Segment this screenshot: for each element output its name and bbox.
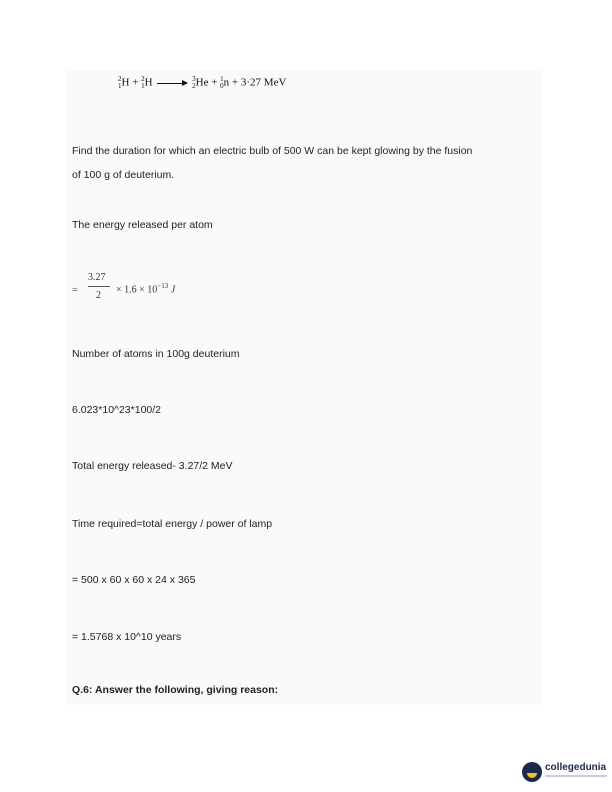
- fraction-bar: [88, 286, 110, 287]
- mascot-icon: [522, 762, 542, 782]
- reaction-arrow-icon: [157, 83, 187, 84]
- reactant-deuterium-2: 2 1H: [141, 75, 153, 90]
- fraction-denominator: 2: [96, 290, 101, 301]
- multiplier: × $1.6 \times 10^{-13}$ J: [116, 282, 176, 296]
- next-question-heading: Q.6: Answer the following, giving reason:: [72, 684, 279, 696]
- energy-released: + 3·27 MeV: [231, 76, 287, 89]
- logo-tagline-stripe: [545, 775, 607, 777]
- fusion-equation: 2 1H + 2 1H 3 2He + 1 0n + 3·27 MeV: [118, 75, 287, 90]
- equals-sign: =: [72, 285, 78, 296]
- total-energy: Total energy released- 3.27/2 MeV: [72, 460, 233, 472]
- question-line-2: of 100 g of deuterium.: [72, 169, 175, 181]
- time-required: Time required=total energy / power of lamp: [72, 518, 273, 530]
- result: = 1.5768 x 10^10 years: [72, 631, 182, 643]
- product-helium: 3 2He: [192, 75, 209, 90]
- atoms-value: 6.023*10^23*100/2: [72, 404, 162, 416]
- product-neutron: 1 0n: [220, 75, 230, 90]
- calculation: = 500 x 60 x 60 x 24 x 365: [72, 574, 196, 586]
- fraction-numerator: 3.27: [88, 272, 106, 283]
- content-background: [66, 70, 542, 705]
- energy-per-atom-label: The energy released per atom: [72, 219, 213, 231]
- atoms-label: Number of atoms in 100g deuterium: [72, 348, 240, 360]
- collegedunia-logo: collegedunia: [522, 758, 612, 786]
- question-line-1: Find the duration for which an electric bulb of 500 W can be kept glowing by the fusion: [72, 145, 473, 157]
- reactant-deuterium-1: 2 1H: [118, 75, 130, 90]
